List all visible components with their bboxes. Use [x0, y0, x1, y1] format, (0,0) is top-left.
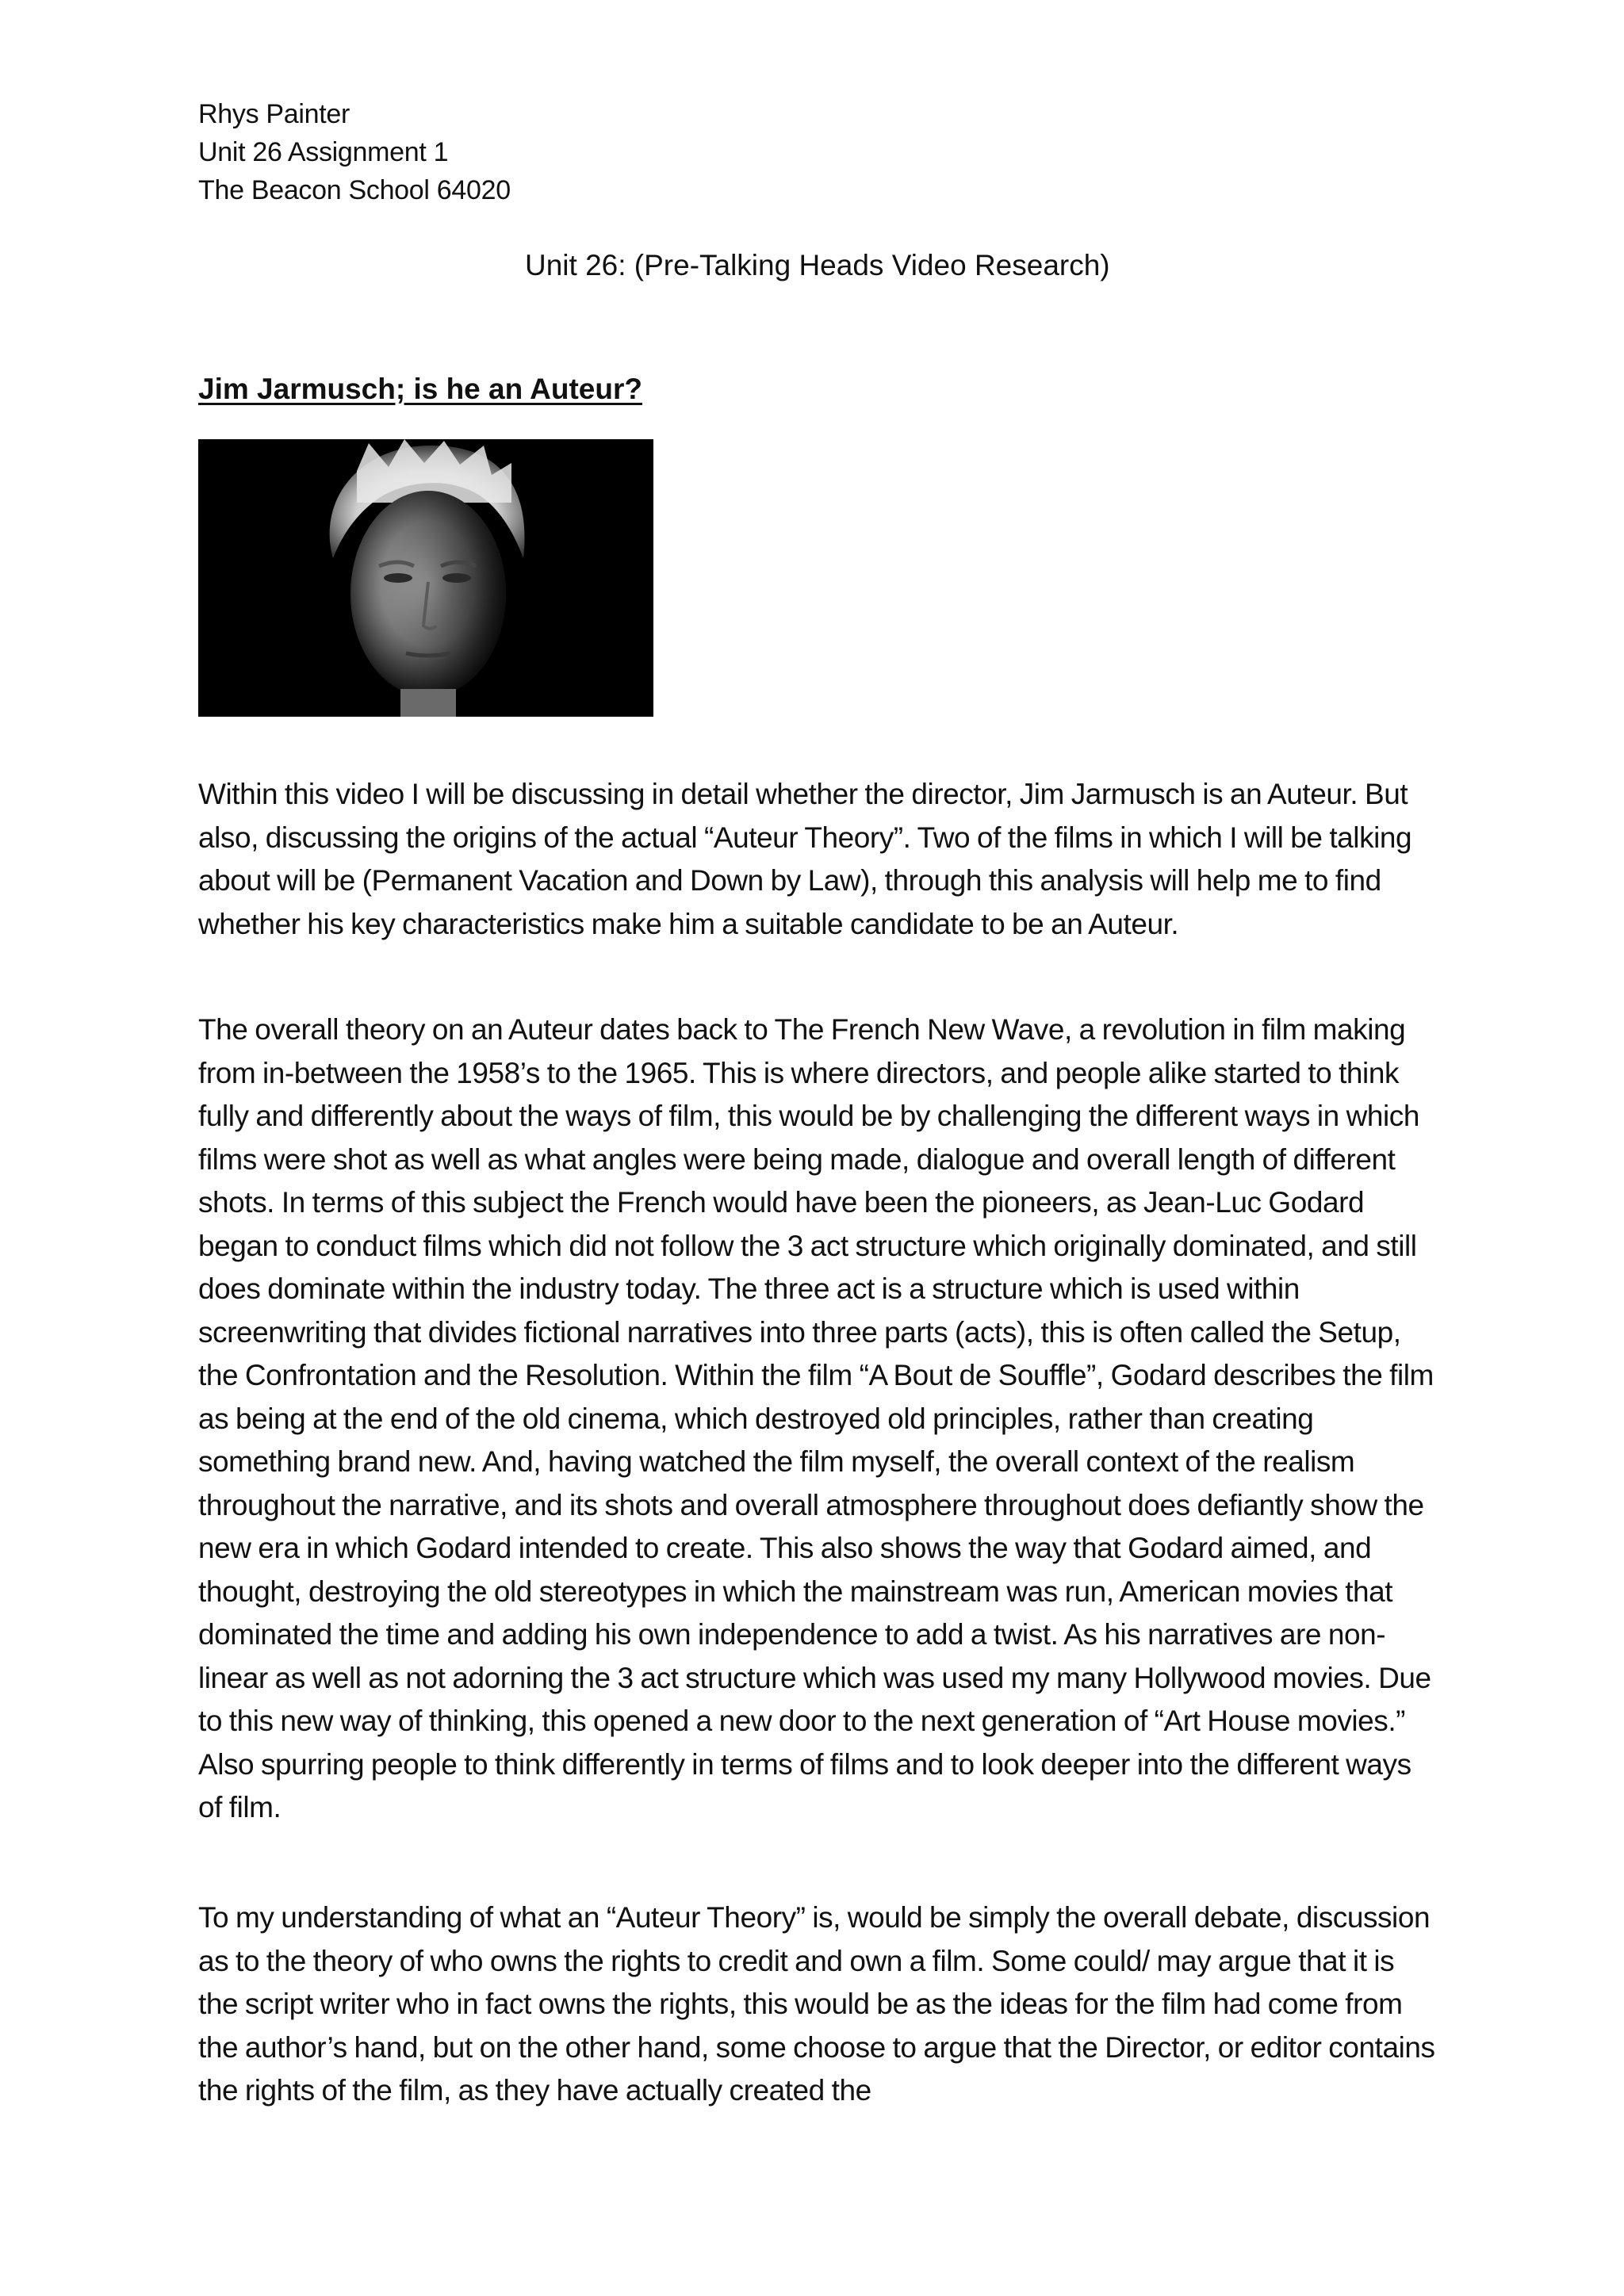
- paragraph-introduction: Within this video I will be discussing in detail whether the director, Jim Jarmusch is an Auteur. But also, discussing the origins of the actual “Auteur Theory”. Two of the films in which I will be talking about will be (Permanent Vacation and Down by Law), through this analysis will help me to find whether his key characteristics make him a suitable candidate to be an Auteur.: [198, 778, 1412, 940]
- document-page: [198, 95, 1435, 2107]
- document-title: Unit 26: (Pre-Talking Heads Video Research): [525, 249, 1110, 281]
- paragraph-french-new-wave: The overall theory on an Auteur dates back to The French New Wave, a revolution in film making from in-between the 1958’s to the 1965. This is where directors, and people alike started to think fully and differently about the ways of film, this would be by challenging the different ways in which films were shot as well as what angles were being made, dialogue and overall length of different shots. In terms of this subject the French would have been the pioneers, as Jean-Luc Godard began to conduct films which did not follow the 3 act structure which originally dominated, and still does dominate within the industry today. The three act is a structure which is used within screenwriting that divides fictional narratives into three parts (acts), this is often called the Setup, the Confrontation and the Resolution. Within the film “A Bout de Souffle”, Godard describes the film as being at the end of the old cinema, which destroyed old principles, rather than creating something brand new. And, having watched the film myself, the overall context of the realism throughout the narrative, and its shots and overall atmosphere throughout does defiantly show the new era in which Godard intended to create. This also shows the way that Godard aimed, and thought, destroying the old stereotypes in which the mainstream was run, American movies that dominated the time and adding his own independence to add a twist. As his narratives are non-linear as well as not adorning the 3 act structure which was used my many Hollywood movies. Due to this new way of thinking, this opened a new door to the next generation of “Art House movies.” Also spurring people to think differently in terms of films and to look deeper into the different ways of film.: [198, 1013, 1434, 1823]
- author-name: Rhys Painter: [198, 99, 350, 129]
- assignment-name: Unit 26 Assignment 1: [198, 137, 449, 167]
- portrait-illustration: [198, 439, 653, 717]
- school-name: The Beacon School 64020: [198, 175, 511, 205]
- section-heading: Jim Jarmusch; is he an Auteur?: [198, 373, 642, 405]
- portrait-photo: [198, 439, 653, 717]
- paragraph-auteur-theory: To my understanding of what an “Auteur Theory” is, would be simply the overall debate, discussion as to the theory of who owns the rights to credit and own a film. Some could/ may argue that it is the script writer who in fact owns the rights, this would be as the ideas for the film had come from the author’s hand, but on the other hand, some choose to argue that the Director, or editor contains the rights of the film, as they have actually created the: [198, 1901, 1435, 2107]
